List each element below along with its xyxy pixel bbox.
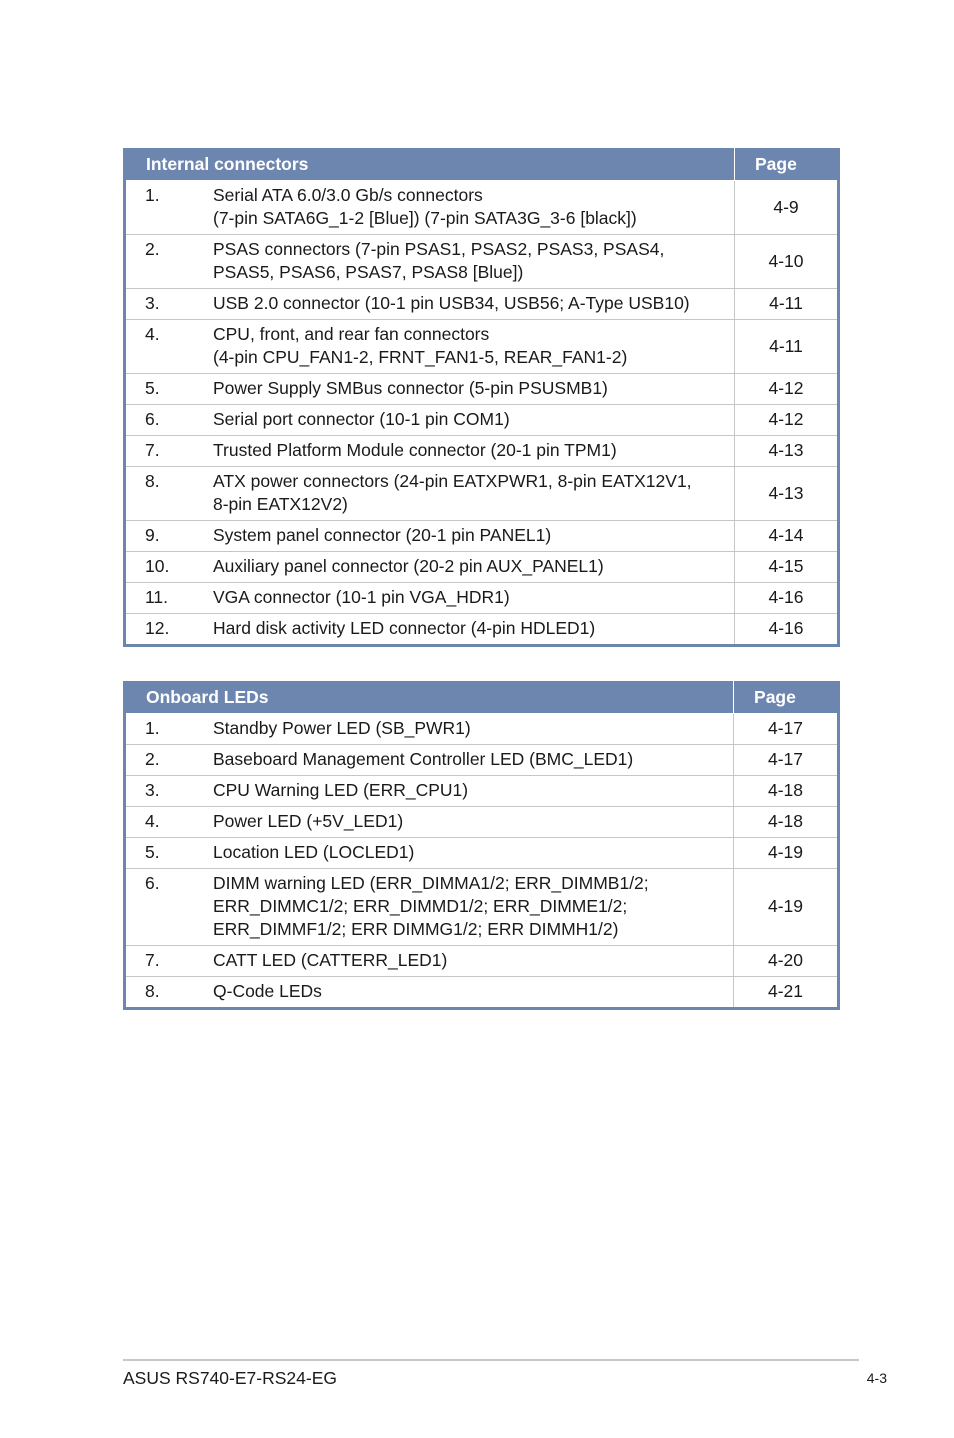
footer-page-number: 4-3 — [866, 1370, 887, 1386]
row-description — [213, 583, 734, 614]
table-row — [126, 583, 837, 614]
row-number: 4. — [126, 320, 213, 374]
row-description — [213, 552, 734, 583]
footer-product-name: ASUS RS740-E7-RS24-EG — [123, 1368, 337, 1388]
description-line: USB 2.0 connector (10-1 pin USB34, USB56; A-Type USB10) — [213, 293, 690, 313]
table-row — [126, 405, 837, 436]
description-line: Trusted Platform Module connector (20-1 pin TPM1) — [213, 440, 617, 460]
row-number: 7. — [126, 946, 213, 977]
description-line: Power Supply SMBus connector (5-pin PSUSMB1) — [213, 378, 608, 398]
row-description — [213, 320, 734, 374]
row-description — [213, 467, 734, 521]
description-line: Baseboard Management Controller LED (BMC_LED1) — [213, 749, 634, 769]
row-description — [213, 838, 733, 869]
table-row — [126, 745, 837, 776]
description-line: System panel connector (20-1 pin PANEL1) — [213, 525, 552, 545]
table-row — [126, 467, 837, 521]
table-row — [126, 838, 837, 869]
description-line: CATT LED (CATTERR_LED1) — [213, 950, 448, 970]
onboard-leds-body — [126, 714, 837, 1007]
description-line: PSAS connectors (7-pin PSAS1, PSAS2, PSAS3, PSAS4, — [213, 239, 665, 259]
row-page-ref: 4-19 — [733, 838, 837, 869]
table-row — [126, 521, 837, 552]
table-row — [126, 552, 837, 583]
row-description — [213, 436, 734, 467]
row-page-ref: 4-20 — [733, 946, 837, 977]
description-line: Power LED (+5V_LED1) — [213, 811, 404, 831]
row-description — [213, 869, 733, 946]
description-line: Hard disk activity LED connector (4-pin HDLED1) — [213, 618, 596, 638]
table-row — [126, 614, 837, 644]
row-page-ref: 4-12 — [734, 374, 837, 405]
row-page-ref: 4-15 — [734, 552, 837, 583]
row-number: 5. — [126, 838, 213, 869]
row-number: 5. — [126, 374, 213, 405]
page-column-heading: Page — [734, 148, 837, 181]
onboard-leds-heading: Onboard LEDs — [126, 681, 733, 714]
row-number: 3. — [126, 289, 213, 320]
description-line: Serial port connector (10-1 pin COM1) — [213, 409, 510, 429]
description-line: CPU Warning LED (ERR_CPU1) — [213, 780, 469, 800]
description-line: Standby Power LED (SB_PWR1) — [213, 718, 471, 738]
row-page-ref: 4-18 — [733, 807, 837, 838]
row-page-ref: 4-11 — [734, 320, 837, 374]
row-description — [213, 374, 734, 405]
row-page-ref: 4-13 — [734, 467, 837, 521]
row-description — [213, 521, 734, 552]
row-number: 4. — [126, 807, 213, 838]
table-row — [126, 436, 837, 467]
table-row — [126, 320, 837, 374]
description-line: (7-pin SATA6G_1-2 [Blue]) (7-pin SATA3G_3-6 [black]) — [213, 208, 637, 228]
row-page-ref: 4-17 — [733, 714, 837, 745]
description-line: CPU, front, and rear fan connectors — [213, 324, 490, 344]
internal-connectors-body — [126, 181, 837, 644]
table-header-row — [126, 148, 837, 181]
row-number: 8. — [145, 981, 160, 1001]
description-line: Location LED (LOCLED1) — [213, 842, 415, 862]
row-number: 6. — [126, 869, 213, 946]
row-page-ref: 4-21 — [733, 977, 837, 1007]
description-line: ATX power connectors (24-pin EATXPWR1, 8-pin EATX12V1, — [213, 471, 692, 491]
description-line: Q-Code LEDs — [213, 981, 322, 1001]
row-description — [213, 776, 733, 807]
row-description — [213, 614, 734, 644]
row-description — [213, 977, 733, 1007]
row-description — [213, 745, 733, 776]
table-row — [126, 374, 837, 405]
table-header-row — [126, 681, 837, 714]
row-number: 1. — [126, 714, 213, 745]
footer-divider — [123, 1359, 859, 1361]
row-page-ref: 4-13 — [734, 436, 837, 467]
row-page-ref: 4-12 — [734, 405, 837, 436]
description-line: Serial ATA 6.0/3.0 Gb/s connectors — [213, 185, 483, 205]
description-line: ERR_DIMMC1/2; ERR_DIMMD1/2; ERR_DIMME1/2; — [213, 896, 628, 916]
row-page-ref: 4-9 — [734, 181, 837, 235]
table-row — [126, 714, 837, 745]
row-number: 9. — [126, 521, 213, 552]
description-line: PSAS5, PSAS6, PSAS7, PSAS8 [Blue]) — [213, 262, 524, 282]
internal-connectors-table — [123, 148, 840, 647]
row-description — [213, 289, 734, 320]
description-line: Auxiliary panel connector (20-2 pin AUX_PANEL1) — [213, 556, 604, 576]
internal-connectors-heading: Internal connectors — [126, 148, 734, 181]
row-description — [213, 405, 734, 436]
row-number: 11. — [126, 583, 213, 614]
row-description — [213, 807, 733, 838]
row-page-ref: 4-19 — [733, 869, 837, 946]
row-description — [213, 946, 733, 977]
row-page-ref: 4-16 — [734, 583, 837, 614]
table-row — [126, 946, 837, 977]
row-number: 2. — [126, 235, 213, 289]
onboard-leds-table — [123, 681, 840, 1010]
row-page-ref: 4-17 — [733, 745, 837, 776]
table-row — [126, 977, 837, 1007]
row-page-ref: 4-16 — [734, 614, 837, 644]
row-page-ref: 4-14 — [734, 521, 837, 552]
description-line: 8-pin EATX12V2) — [213, 494, 348, 514]
description-line: ERR_DIMMF1/2; ERR DIMMG1/2; ERR DIMMH1/2) — [213, 919, 619, 939]
row-page-ref: 4-18 — [733, 776, 837, 807]
description-line: (4-pin CPU_FAN1-2, FRNT_FAN1-5, REAR_FAN1-2) — [213, 347, 628, 367]
row-number: 2. — [126, 745, 213, 776]
table-row — [126, 235, 837, 289]
row-page-ref: 4-11 — [734, 289, 837, 320]
row-number: 10. — [126, 552, 213, 583]
row-number: 1. — [126, 181, 213, 235]
description-line: VGA connector (10-1 pin VGA_HDR1) — [213, 587, 510, 607]
table-row — [126, 289, 837, 320]
table-row — [126, 181, 837, 235]
row-number: 3. — [126, 776, 213, 807]
table-row — [126, 776, 837, 807]
table-row — [126, 869, 837, 946]
page-column-heading: Page — [733, 681, 837, 714]
row-number: 6. — [126, 405, 213, 436]
description-line: DIMM warning LED (ERR_DIMMA1/2; ERR_DIMMB1/2; — [213, 873, 649, 893]
row-page-ref: 4-10 — [734, 235, 837, 289]
row-description — [213, 181, 734, 235]
table-row — [126, 807, 837, 838]
row-description — [213, 714, 733, 745]
row-number: 8. — [126, 467, 213, 521]
row-number: 12. — [145, 618, 170, 638]
row-number: 7. — [126, 436, 213, 467]
row-description — [213, 235, 734, 289]
